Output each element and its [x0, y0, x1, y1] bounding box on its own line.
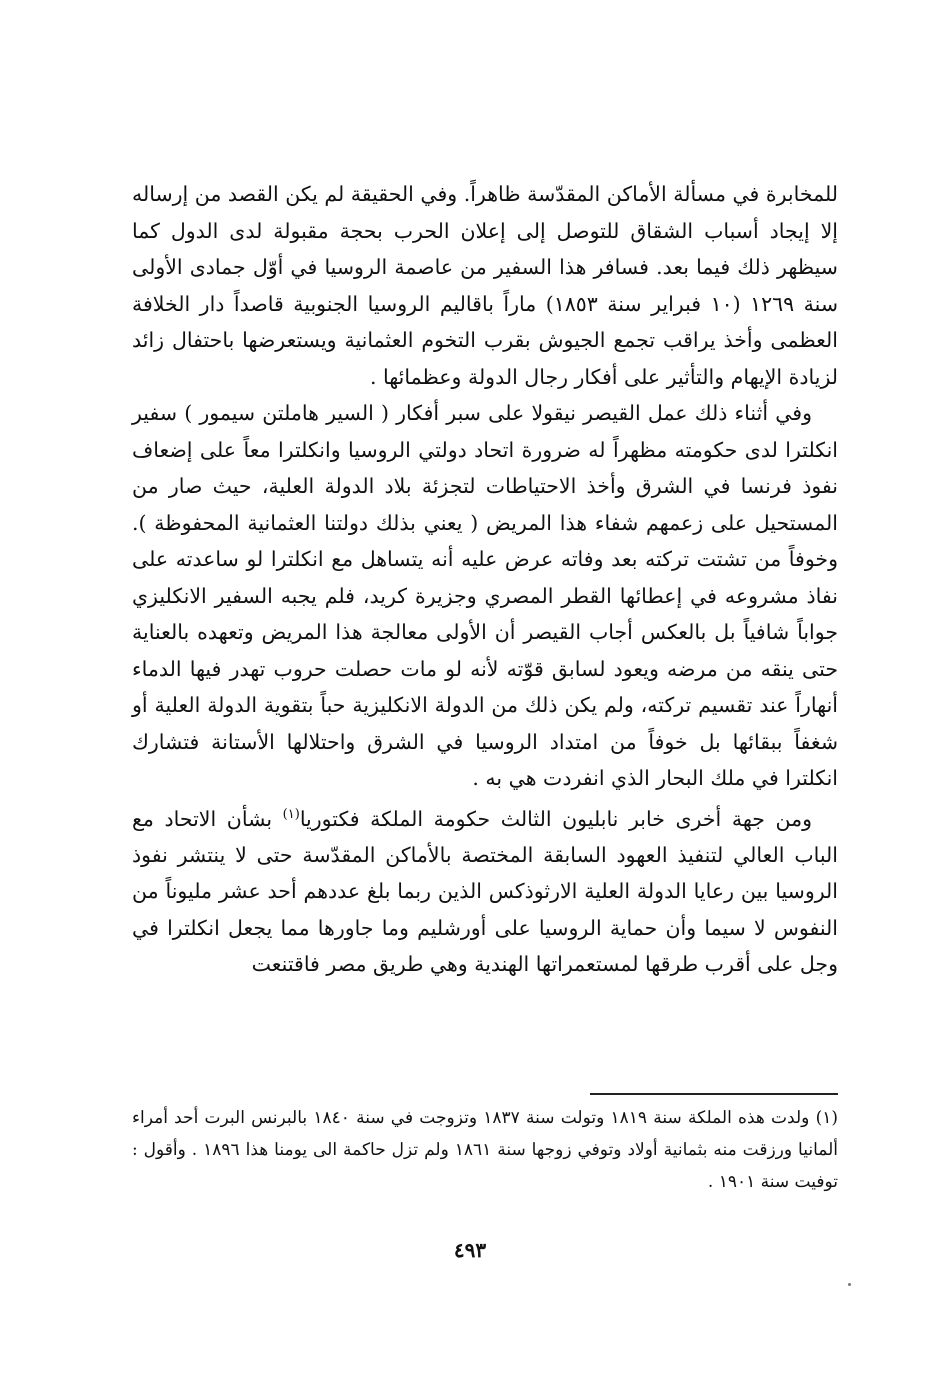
footnotes [132, 1102, 838, 1198]
paragraph-1: للمخابرة في مسألة الأماكن المقدّسة ظاهراً. وفي الحقيقة لم يكن القصد من إرساله إلا إيجاد أسباب الشقاق للتوصل إلى إعلان الحرب بحجة مقبولة لدى الدول كما سيظهر ذلك فيما بعد. فسافر هذا السفير من عاصمة الروسيا في أوّل جمادى الأولى سنة ١٢٦٩ (١٠ فبراير سنة ١٨٥٣) ماراً باقاليم الروسيا الجنوبية قاصداً دار الخلافة العظمى وأخذ يراقب تجمع الجيوش بقرب التخوم العثمانية ويستعرضها باحتفال زائد لزيادة الإيهام والتأثير على أفكار رجال الدولة وعظمائها . [131, 182, 838, 389]
footnote-reference: (١) [282, 806, 300, 822]
paragraph-2: وفي أثناء ذلك عمل القيصر نيقولا على سبر أفكار ( السير هاملتن سيمور ) سفير انكلترا لدى حكومته مظهراً له ضرورة اتحاد دولتي الروسيا وانكلترا معاً على إضعاف نفوذ فرنسا في الشرق وأخذ الاحتياطات لتجزئة بلاد الدولة العلية، حيث صار من المستحيل على زعمهم شفاء هذا المريض ( يعني بذلك دولتنا العثمانية المحفوظة ). وخوفاً من تشتت تركته بعد وفاته عرض عليه أنه يتساهل مع انكلترا لو ساعدته على نفاذ مشروعه في إعطائها القطر المصري وجزيرة كريد، فلم يجبه السفير الانكليزي جواباً شافياً بل بالعكس أجاب القيصر أن الأولى معالجة هذا المريض وتعهده بالعناية حتى ينقه من مرضه ويعود لسابق قوّته لأنه لو مات حصلت حروب تهدر فيها الدماء أنهاراً عند تقسيم تركته، ولم يكن ذلك من الدولة الانكليزية حباً بتقوية الدولة العلية أو شغفاً ببقائها بل خوفاً من امتداد الروسيا في الشرق واحتلالها الأستانة فتشارك انكلترا في ملك البحار الذي انفردت هي به . [132, 401, 838, 790]
body-text [132, 176, 838, 983]
footnote-1: (١) ولدت هذه الملكة سنة ١٨١٩ وتولت سنة ١٨٣٧ وتزوجت في سنة ١٨٤٠ بالبرنس البرت أحد أمراء ألمانيا ورزقت منه بثمانية أولاد وتوفي زوجها سنة ١٨٦١ ولم تزل حاكمة الى يومنا هذا ١٨٩٦ . وأقول : توفيت سنة ١٩٠١ . [132, 1108, 838, 1192]
paragraph-3 [132, 797, 838, 983]
footnote-divider [590, 1093, 838, 1095]
paragraph-3-text-before-note: ومن جهة أخرى خابر نابليون الثالث حكومة الملكة فكتوريا [299, 806, 813, 831]
page-number: ٤٩٣ [453, 1238, 487, 1262]
scan-speck [848, 1283, 851, 1286]
paragraph-3-text-after-note: بشأن الاتحاد مع الباب العالي لتنفيذ العهود السابقة المختصة بالأماكن المقدّسة حتى لا ينتشر نفوذ الروسيا بين رعايا الدولة العلية الارثوذكس الذين ربما بلغ عددهم أحد عشر مليوناً من النفوس لا سيما وأن حماية الروسيا على أورشليم وما جاورها مما يجعل انكلترا في وجل على أقرب طرقها لمستعمراتها الهندية وهي طريق مصر فاقتنعت [132, 806, 838, 977]
